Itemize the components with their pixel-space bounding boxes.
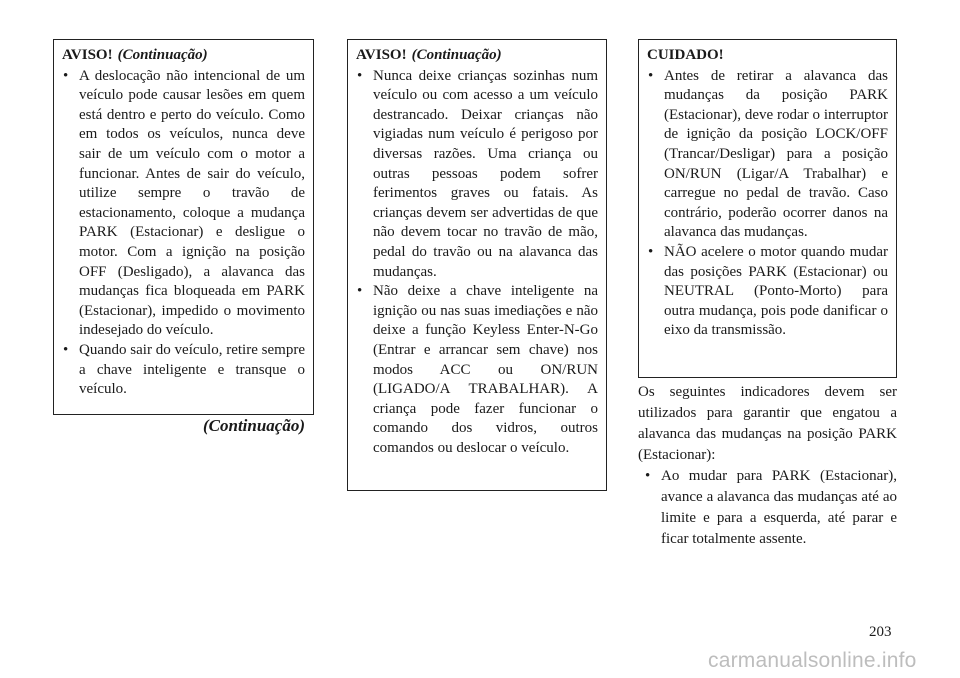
warning-item: • Quando sair do veículo, retire sempre a chave inteligente e transque o veículo. [62,341,305,400]
warning-header-1 [62,46,305,66]
warning-header-2 [356,46,598,66]
caution-item: • Antes de retirar a alavanca das mudanças da posição PARK (Estacionar), deve rodar o interruptor de ignição da posição LOCK/OFF (Trancar/Desligar) para a posição ON/RUN (Ligar/A Trabalhar) e carregue no pedal de travão. Caso contrário, poderão ocorrer danos na alavanca das mudanças. [647,67,888,243]
warning-item: • Não deixe a chave inteligente na ignição ou nas suas imediações e não deixe a função Keyless Enter-N-Go (Entrar e arrancar sem chave) nos modos ACC ou ON/RUN (LIGADO/A TRABALHAR). A criança pode fazer funcionar o comando dos vidros, outros comandos ou deslocar o veículo. [356,282,598,458]
warning-list-1 [62,67,305,400]
continuation-label: (Continuação) [203,416,306,435]
body-paragraph: Os seguintes indicadores devem ser utilizados para garantir que engatou a alavanca das mudanças na posição PARK (Estacionar): [638,384,897,463]
page-number: 203 [869,624,892,640]
watermark: carmanualsonline.info [708,649,917,672]
warning-title-1: AVISO! [62,47,113,63]
warning-title-2: AVISO! [356,47,407,63]
caution-title: CUIDADO! [647,47,724,63]
indicator-list [644,466,897,550]
warning-item: • Nunca deixe crianças sozinhas num veículo ou com acesso a um veículo destrancado. Deixar crianças não vigiadas num veículo é perigoso por diversas razões. Uma criança ou outras pessoas podem sofrer ferimentos graves ou fatais. As crianças devem ser advertidas de que não devem tocar no travão de mão, pedal do travão ou na alavanca das mudanças. [356,67,598,283]
list-item: • Ao mudar para PARK (Estacionar), avance a alavanca das mudanças até ao limite e para a esquerda, até parar e ficar totalmente assente. [644,466,897,550]
caution-list [647,67,888,341]
warning-continued-label-2: (Continuação) [411,47,502,63]
warning-box-1 [53,39,314,415]
caution-item: • NÃO acelere o motor quando mudar das posições PARK (Estacionar) ou NEUTRAL (Ponto-Morto) para outra mudança, pois pode danificar o eixo da transmissão. [647,243,888,341]
warning-item: • A deslocação não intencional de um veículo pode causar lesões em quem está dentro e perto do veículo. Como em todos os veículos, nunca deve sair de um veículo com o motor a funcionar. Antes de sair do veículo, utilize sempre o travão de estacionamento, coloque a mudança PARK (Estacionar) e desligue o motor. Com a ignição na posição OFF (Desligado), a alavanca das mudanças fica bloqueada em PARK (Estacionar), impedido o movimento indesejado do veículo. [62,67,305,341]
warning-box-2 [347,39,607,491]
caution-box [638,39,897,378]
warning-list-2 [356,67,598,459]
warning-continued-label-1: (Continuação) [117,47,208,63]
